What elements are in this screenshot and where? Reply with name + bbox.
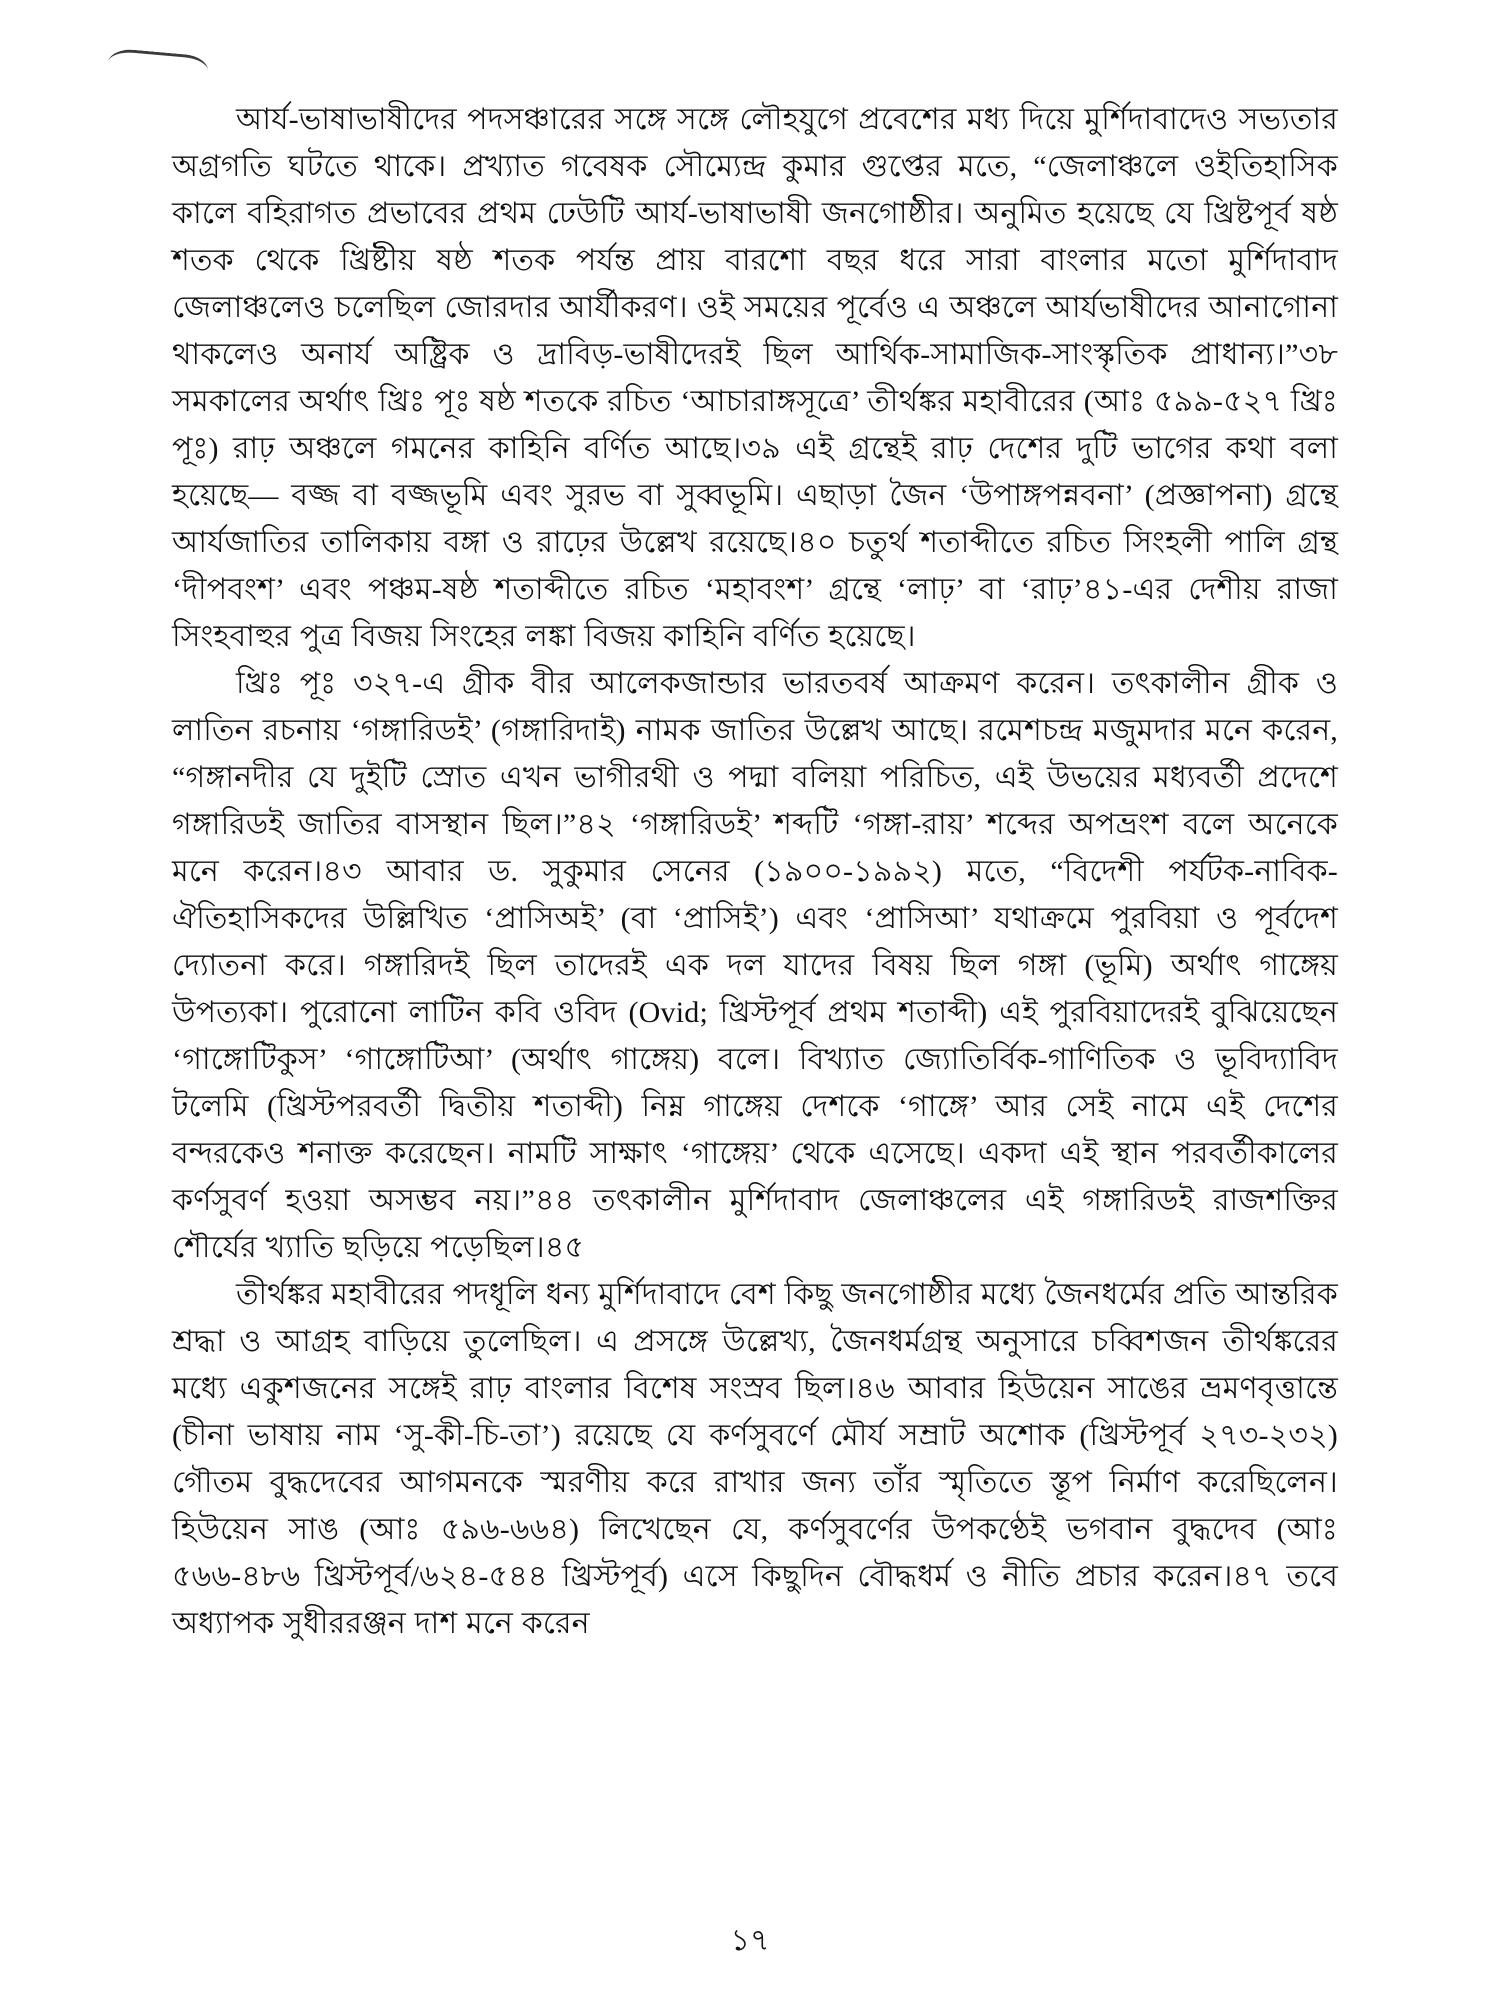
scan-artifact-mark [107, 48, 209, 86]
paragraph-1: আর্য-ভাষাভাষীদের পদসঞ্চারের সঙ্গে সঙ্গে লৌহযুগে প্রবেশের মধ্য দিয়ে মুর্শিদাবাদেও সভ্যতার অগ্রগতি ঘটতে থাকে। প্রখ্যাত গবেষক সৌম্যেন্দ্র কুমার গুপ্তের মতে, “জেলাঞ্চলে ওইতিহাসিক কালে বহিরাগত প্রভাবের প্রথম ঢেউটি আর্য-ভাষাভাষী জনগোষ্ঠীর। অনুমিত হয়েছে যে খ্রিষ্টপূর্ব ষষ্ঠ শতক থেকে খ্রিষ্টীয় ষষ্ঠ শতক পর্যন্ত প্রায় বারশো বছর ধরে সারা বাংলার মতো মুর্শিদাবাদ জেলাঞ্চলেও চলেছিল জোরদার আর্যীকরণ। ওই সময়ের পূর্বেও এ অঞ্চলে আর্যভাষীদের আনাগোনা থাকলেও অনার্য অষ্ট্রিক ও দ্রাবিড়-ভাষীদেরই ছিল আর্থিক-সামাজিক-সাংস্কৃতিক প্রাধান্য।”৩৮ সমকালের অর্থাৎ খ্রিঃ পূঃ ষষ্ঠ শতকে রচিত ‘আচারাঙ্গসূত্রে’ তীর্থঙ্কর মহাবীরের (আঃ ৫৯৯-৫২৭ খ্রিঃ পূঃ) রাঢ় অঞ্চলে গমনের কাহিনি বর্ণিত আছে।৩৯ এই গ্রন্থেই রাঢ় দেশের দুটি ভাগের কথা বলা হয়েছে— বজ্জ বা বজ্জভূমি এবং সুরভ বা সুব্বভূমি। এছাড়া জৈন ‘উপাঙ্গপন্নবনা’ (প্রজ্ঞাপনা) গ্রন্থে আর্যজাতির তালিকায় বঙ্গা ও রাঢ়ের উল্লেখ রয়েছে।৪০ চতুর্থ শতাব্দীতে রচিত সিংহলী পালি গ্রন্থ ‘দীপবংশ’ এবং পঞ্চম-ষষ্ঠ শতাব্দীতে রচিত ‘মহাবংশ’ গ্রন্থে ‘লাঢ়’ বা ‘রাঢ়’৪১-এর দেশীয় রাজা সিংহবাহুর পুত্র বিজয় সিংহের লঙ্কা বিজয় কাহিনি বর্ণিত হয়েছে। [172, 103, 1338, 653]
paragraph-3: তীর্থঙ্কর মহাবীরের পদধূলি ধন্য মুর্শিদাবাদে বেশ কিছু জনগোষ্ঠীর মধ্যে জৈনধর্মের প্রতি আন্তরিক শ্রদ্ধা ও আগ্রহ বাড়িয়ে তুলেছিল। এ প্রসঙ্গে উল্লেখ্য, জৈনধর্মগ্রন্থ অনুসারে চব্বিশজন তীর্থঙ্করের মধ্যে একুশজনের সঙ্গেই রাঢ় বাংলার বিশেষ সংস্রব ছিল।৪৬ আবার হিউয়েন সাঙের ভ্রমণবৃত্তান্তে (চীনা ভাষায় নাম ‘সু-কী-চি-তা’) রয়েছে যে কর্ণসুবর্ণে মৌর্য সম্রাট অশোক (খ্রিস্টপূর্ব ২৭৩-২৩২) গৌতম বুদ্ধদেবের আগমনকে স্মরণীয় করে রাখার জন্য তাঁর স্মৃতিতে স্তূপ নির্মাণ করেছিলেন। হিউয়েন সাঙ (আঃ ৫৯৬-৬৬৪) লিখেছেন যে, কর্ণসুবর্ণের উপকণ্ঠেই ভগবান বুদ্ধদেব (আঃ ৫৬৬-৪৮৬ খ্রিস্টপূর্ব/৬২৪-৫৪৪ খ্রিস্টপূর্ব) এসে কিছুদিন বৌদ্ধধর্ম ও নীতি প্রচার করেন।৪৭ তবে অধ্যাপক সুধীররঞ্জন দাশ মনে করেন [172, 1278, 1338, 1640]
page-body-text [172, 96, 1338, 1647]
page-number: ১৭ [730, 1924, 770, 1957]
paragraph-2: খ্রিঃ পূঃ ৩২৭-এ গ্রীক বীর আলেকজান্ডার ভারতবর্ষ আক্রমণ করেন। তৎকালীন গ্রীক ও লাতিন রচনায় ‘গঙ্গারিডই’ (গঙ্গারিদাই) নামক জাতির উল্লেখ আছে। রমেশচন্দ্র মজুমদার মনে করেন, “গঙ্গানদীর যে দুইটি স্রোত এখন ভাগীরথী ও পদ্মা বলিয়া পরিচিত, এই উভয়ের মধ্যবর্তী প্রদেশে গঙ্গারিডই জাতির বাসস্থান ছিল।”৪২ ‘গঙ্গারিডই’ শব্দটি ‘গঙ্গা-রায়’ শব্দের অপভ্রংশ বলে অনেকে মনে করেন।৪৩ আবার ড. সুকুমার সেনের (১৯০০-১৯৯২) মতে, “বিদেশী পর্যটক-নাবিক-ঐতিহাসিকদের উল্লিখিত ‘প্রাসিঅই’ (বা ‘প্রাসিই’) এবং ‘প্রাসিআ’ যথাক্রমে পুরবিয়া ও পূর্বদেশ দ্যোতনা করে। গঙ্গারিদই ছিল তাদেরই এক দল যাদের বিষয় ছিল গঙ্গা (ভূমি) অর্থাৎ গাঙ্গেয় উপত্যকা। পুরোনো লাটিন কবি ওবিদ (Ovid; খ্রিস্টপূর্ব প্রথম শতাব্দী) এই পুরবিয়াদেরই বুঝিয়েছেন ‘গাঙ্গোটিকুস’ ‘গাঙ্গোটিআ’ (অর্থাৎ গাঙ্গেয়) বলে। বিখ্যাত জ্যোতির্বিক-গাণিতিক ও ভূবিদ্যাবিদ টলেমি (খ্রিস্টপরবর্তী দ্বিতীয় শতাব্দী) নিম্ন গাঙ্গেয় দেশকে ‘গাঙ্গে’ আর সেই নামে এই দেশের বন্দরকেও শনাক্ত করেছেন। নামটি সাক্ষাৎ ‘গাঙ্গেয়’ থেকে এসেছে। একদা এই স্থান পরবর্তীকালের কর্ণসুবর্ণ হওয়া অসম্ভব নয়।”৪৪ তৎকালীন মুর্শিদাবাদ জেলাঞ্চলের এই গঙ্গারিডই রাজশক্তির শৌর্যের খ্যাতি ছড়িয়ে পড়েছিল।৪৫ [172, 667, 1338, 1264]
